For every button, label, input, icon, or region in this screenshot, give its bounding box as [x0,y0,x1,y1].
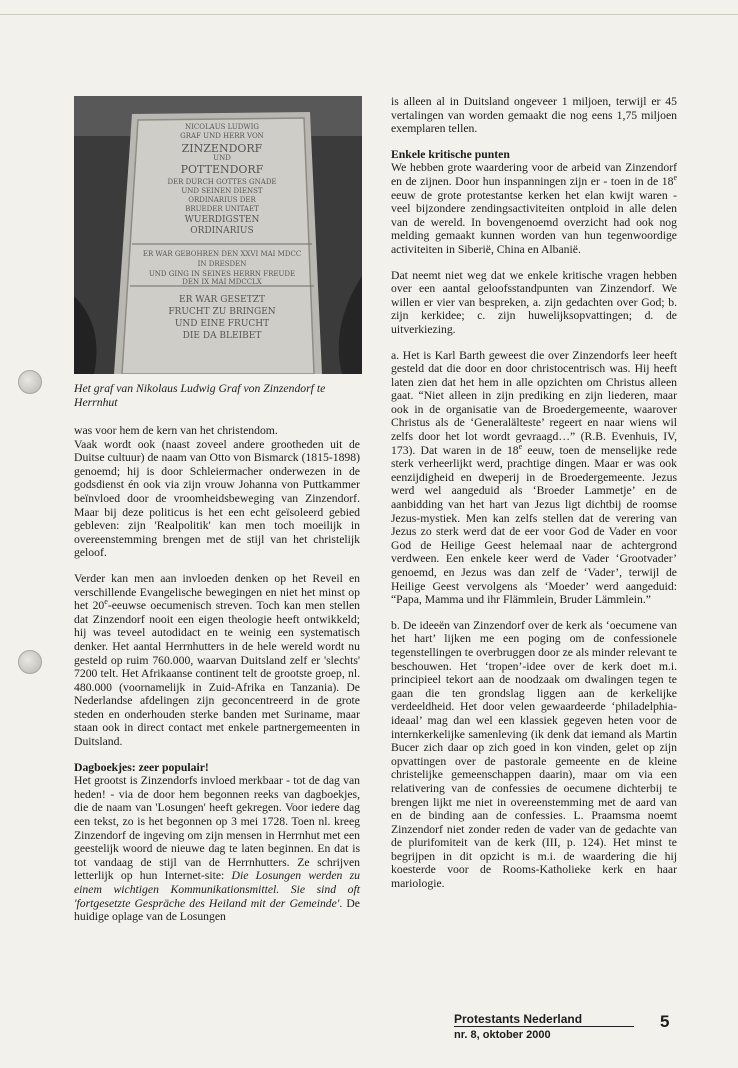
text-run: Verder kan men aan invloeden denken op het Reveil en verschillende Evangelische bewegingen en niet het minst op het 20 [74,571,360,613]
paragraph [391,161,677,256]
quote: Die Losungen werden zu einem wichtigen Kommunikationsmittel. Sie sind oft 'fortgesetzte Gespräche des Heiland mit der Gemeinde' [74,869,360,910]
punch-hole-top [18,370,42,394]
text-run: eeuw, toen de menselijke rede sterk verheerlijkt werd, prachtige dingen. Maar er was ook eenzijdigheid en dweperij in de Broedergemeente. Jezus werd wel aangeduid als ‘Broeder Lammetje’ en de aanbidding van het hart van Jezus ligt dichtbij de roomse Jezus-mystiek. Men kan zelfs stellen dat de verering van Jezus zo sterk werd dat de eer voor God de Vader en voor God de Heilige Geest helemaal naar de achtergrond verdween. Een enkele keer werd de Vader ‘Grootvader’ genoemd, en Jezus was dan zelf de ‘Vader’, terwijl de Heilige Geest vervolgens als ‘Moeder’ werd aangeduid: “Papa, Mamma und ihr Flämmlein, Bruder Lämmlein.” [391,443,677,607]
paragraph [74,572,360,749]
inscription-line: ZINZENDORF [181,142,263,155]
inscription-line: UND [213,154,231,162]
text-run: . De huidige oplage van de Losungen [74,896,360,924]
paragraph: is alleen al in Duitsland ongeveer 1 miljoen, terwijl er 45 vertalingen van worden gemaakt die nog eens 1,75 miljoen exemplaren tellen. [391,95,677,136]
inscription-line: NICOLAUS LUDWIG [185,123,259,131]
paragraph: Dat neemt niet weg dat we enkele kritische vragen hebben over een aantal geloofsstandpunten van Zinzendorf. We willen er vier van bespreken, a. zijn gedachten over God; b. zijn kerkidee; c. zijn huwelijksopvattingen; d. de uitverkiezing. [391,268,677,336]
superscript: e [518,441,523,451]
inscription-line: FRUCHT ZU BRINGEN [168,307,276,317]
text-run: We hebben grote waardering voor de arbeid van Zinzendorf en de zijnen. Door hun inspanningen zijn er - toen in de 18 [391,161,677,188]
text-run: -eeuwse oecumenisch streven. Toch kan men stellen dat Zinzendorf nooit een eigen theologie heeft ontwikkeld; hij was teveel autodidact en te weinig een systematisch denker. Het aantal Herrnhutters in de hele wereld wordt nu gesteld op ruim 760.000, waarvan Duitsland zelf er 'slechts' 7200 telt. Het Afrikaanse continent telt de grootste groep, nl. 480.000 (voornamelijk in Zuid-Afrika en Tanzania). De Nederlandse afdelingen zijn geconcentreerd in de grote steden en onderhouden sterke banden met Suriname, maar staan ook in direct contact met enkele partnergemeenten in Duitsland. [74,599,361,749]
page-number: 5 [660,1012,670,1031]
right-column [391,95,677,903]
inscription-line: IN DRESDEN [197,260,247,268]
text-run: Het grootst is Zinzendorfs invloed merkbaar - tot de dag van heden! - via de door hem begonnen reeks van dagboekjes, die de naam van 'Losungen' heeft gekregen. Voor iedere dag een tekst, zo is het begonnen op 3 mei 1728. Toen nl. kreeg Zinzendorf de ingeving om zijn mensen in Herrnhut met een geestelijk woord de nieuwe dag te laten beginnen. En dat is tot vandaag de stijl van de Herrnhutters. Ze schrijven letterlijk op hun Internet-site: [74,774,360,883]
inscription-line: WUERDIGSTEN [184,215,260,225]
footer-rule [454,1026,634,1027]
inscription-line: ORDINARIUS DER [188,196,256,204]
text-run: eeuw de grote protestantse kerken het elan kwijt waren - veel bijzondere zendingsactiviteiten ontploid in alle delen van de wereld. In bovengenoemd overzicht had ook nog melding gemaakt kunnen worden van hun tegenwoordige activiteiten in Siberië, China en Albanië. [391,188,677,256]
section-heading: Enkele kritische punten [391,147,510,161]
paragraph: Vaak wordt ook (naast zoveel andere grootheden uit de Duitse cultuur) de naam van Otto von Bismarck (1815-1898) genoemd; hij is door Schleiermacher onderwezen in de godsdienst én ook via zijn vrouw Johanna von Puttkammer beïnvloed door de vroomheidsbeweging van Zinzendorf. Maar bij deze politicus is het een echt geïsoleerd gebied gebleven: zijn 'Realpolitik' kan men toch moeilijk in overeenstemming brengen met de stijl van het christelijk geloof. [74,437,360,560]
inscription-line: UND EINE FRUCHT [174,319,270,329]
grave-slab-illustration [74,96,362,374]
magazine-title: Protestants Nederland [454,1012,583,1026]
photo-caption: Het graf van Nikolaus Ludwig Graf von Zinzendorf te Herrnhut [74,382,326,409]
inscription-line: UND SEINEN DIENST [181,187,263,195]
issue-info: nr. 8, oktober 2000 [454,1029,551,1041]
punch-hole-bottom [18,650,42,674]
left-column [74,424,360,936]
grave-photo [74,96,362,374]
inscription-line: ER WAR GEBOHREN DEN XXVI MAI MDCC [142,250,302,258]
top-rule [0,14,738,15]
paragraph: was voor hem de kern van het christendom. [74,424,278,437]
inscription-line: DIE DA BLEIBET [182,331,262,341]
section-heading: Dagboekjes: zeer populair! [74,760,209,774]
paragraph: b. De ideeën van Zinzendorf over de kerk als ‘oecumene van het hart’ lijken me een poging om de confessionele tegenstellingen te overbruggen door ze als minder relevant te beschouwen. Het ‘tropen’-idee over de kerk doet m.i. principieel tekort aan de noodzaak om dwalingen tegen te gaan die ten grondslag liggen aan de kerkelijke verdeeldheid. Het door velen gewaardeerde ‘philadelphia-ideaal’ mag dan wel een klassiek gegeven heten voor de internkerkelijke samenleving (ik denk dat iemand als Martin Bucer zich daar op zich goed in kon vinden, gelet op zijn opvattingen over de pastorale gemeente en de kleine christelijke gemeenschappen daarin), maar om via een relativering van de confessies de oecumene dichterbij te brengen lijkt me niet in overeenstemming met de aard van en de binding aan de confessies. L. Praamsma noemt Zinzendorf niet zonder reden de vader van de gedachte van de plurifomiteit van de kerk (III, p. 124). Het minst te begrijpen in dit opzicht is m.i. de waardering die hij koesterde voor de Rooms-Katholieke kerk en haar mariologie. [391,618,677,891]
text-run: a. Het is Karl Barth geweest die over Zinzendorfs leer heeft gesteld dat die door en door christocentrisch was. Hij heeft laten zien dat het hem in alle opzichten om Christus alleen gaat. “Niet alleen in zijn prediking en zijn liederen, maar ook in de organisatie van de Broedergemeente, waarover Christus als de ‘Generalälteste’ regeert en naar wiens wil zelfs door het lot wordt gevraagd…” (R.B. Evenhuis, IV, 173). Dat waren in de 18 [391,348,677,457]
inscription-line: GRAF UND HERR VON [180,132,264,140]
inscription-line: ER WAR GESETZT [179,295,265,305]
paragraph [391,349,677,607]
superscript: e [673,173,677,183]
paragraph [74,774,360,924]
inscription-line: DER DURCH GOTTES GNADE [167,178,277,186]
inscription-line: BRUEDER UNITAET [185,205,259,213]
inscription-line: UND GING IN SEINES HERRN FREUDE [148,270,296,278]
inscription-line: DEN IX MAI MDCCLX [182,278,262,286]
superscript: e [104,597,108,607]
inscription-line: ORDINARIUS [190,226,254,236]
inscription-line: POTTENDORF [180,163,264,176]
